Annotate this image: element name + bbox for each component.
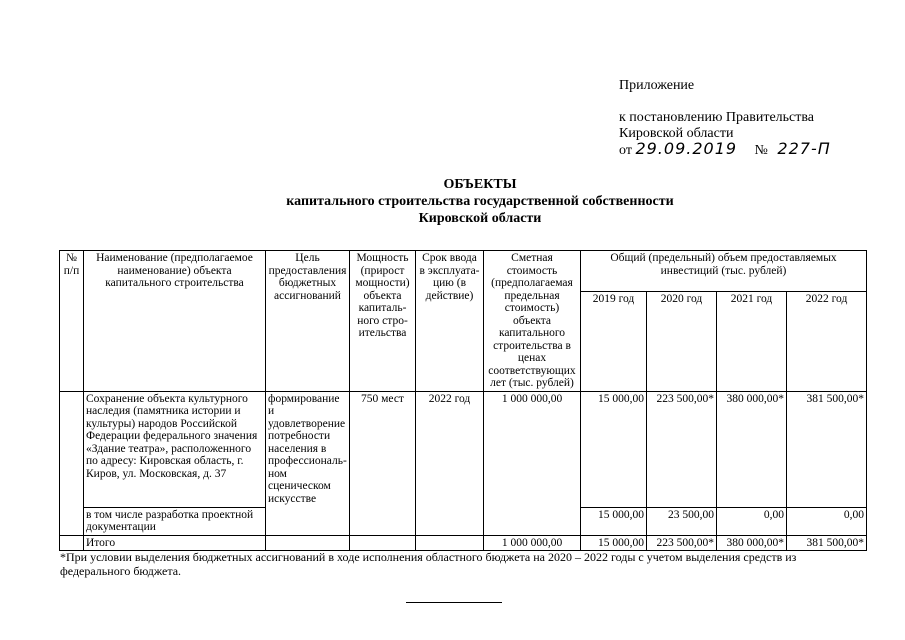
header-year-2022: 2022 год (787, 292, 867, 392)
appendix-line1: к постановлению Правительства (619, 110, 815, 125)
table-total-row (60, 535, 867, 551)
cell-total-2019: 15 000,00 (581, 535, 647, 551)
header-invest: Общий (предельный) объем предоставляемых инвестиций (тыс. рублей) (581, 251, 867, 292)
table-header-row (60, 251, 867, 292)
cell-total-term (416, 535, 484, 551)
header-term: Срок ввода в эксплуата-цию (в действие) (416, 251, 484, 392)
heading-line3: Кировской области (418, 211, 542, 226)
cell-num (60, 391, 84, 535)
header-year-2019: 2019 год (581, 292, 647, 392)
table-row (60, 391, 867, 507)
cell-total-cost: 1 000 000,00 (484, 535, 581, 551)
cell-sub-2020: 23 500,00 (647, 507, 717, 535)
cell-total-num (60, 535, 84, 551)
capital-objects-table (59, 250, 867, 551)
cell-subrow-name: в том числе разработка проектной документации (84, 507, 266, 535)
appendix-line2: Кировской области (619, 126, 734, 141)
cell-capacity: 750 мест (350, 391, 416, 535)
date-prefix: от (619, 143, 632, 158)
cell-total-2021: 380 000,00* (717, 535, 787, 551)
header-capacity: Мощность (прирост мощности) объекта капиталь-ного стро-ительства (350, 251, 416, 392)
cell-total-2020: 223 500,00* (647, 535, 717, 551)
cell-sub-2022: 0,00 (787, 507, 867, 535)
cell-total-capacity (350, 535, 416, 551)
handwritten-number: 227-П (777, 139, 831, 158)
heading-line2: капитального строительства государственной собственности (286, 194, 674, 209)
cell-total-goal (266, 535, 350, 551)
header-name: Наименование (предполагаемое наименование) объекта капитального строительства (84, 251, 266, 392)
number-prefix: № (754, 143, 768, 158)
heading-line1: ОБЪЕКТЫ (443, 177, 517, 192)
signature-line (406, 602, 502, 603)
appendix-date-line (619, 141, 831, 158)
cell-goal: формирование и удовлетворение потребности населения в профессиональ-ном сценическом искусстве (266, 391, 350, 535)
header-year-2020: 2020 год (647, 292, 717, 392)
header-year-2021: 2021 год (717, 292, 787, 392)
cell-total-label: Итого (84, 535, 266, 551)
header-goal: Цель предоставления бюджетных ассигнований (266, 251, 350, 392)
cell-cost: 1 000 000,00 (484, 391, 581, 535)
cell-sub-2021: 0,00 (717, 507, 787, 535)
cell-object-name: Сохранение объекта культурного наследия (памятника истории и культуры) народов Российской Федерации федерального значения «Здание театра», расположенного по адресу: Кировская область, г. Киров, ул. Московская, д. 37 (84, 391, 266, 507)
cell-2019: 15 000,00 (581, 391, 647, 507)
cell-sub-2019: 15 000,00 (581, 507, 647, 535)
header-cost: Сметная стоимость (предполагаемая предельная стоимость) объекта капитального строительства в ценах соответствующих лет (тыс. рублей) (484, 251, 581, 392)
appendix-title: Приложение (619, 78, 695, 93)
cell-2021: 380 000,00* (717, 391, 787, 507)
footnote: *При условии выделения бюджетных ассигнований в ходе исполнения областного бюджета на 2020 – 2022 годы с учетом выделения средств из федерального бюджета. (60, 550, 797, 578)
cell-2022: 381 500,00* (787, 391, 867, 507)
header-num: № п/п (60, 251, 84, 392)
handwritten-date: 29.09.2019 (635, 139, 738, 158)
cell-total-2022: 381 500,00* (787, 535, 867, 551)
cell-2020: 223 500,00* (647, 391, 717, 507)
cell-term: 2022 год (416, 391, 484, 535)
